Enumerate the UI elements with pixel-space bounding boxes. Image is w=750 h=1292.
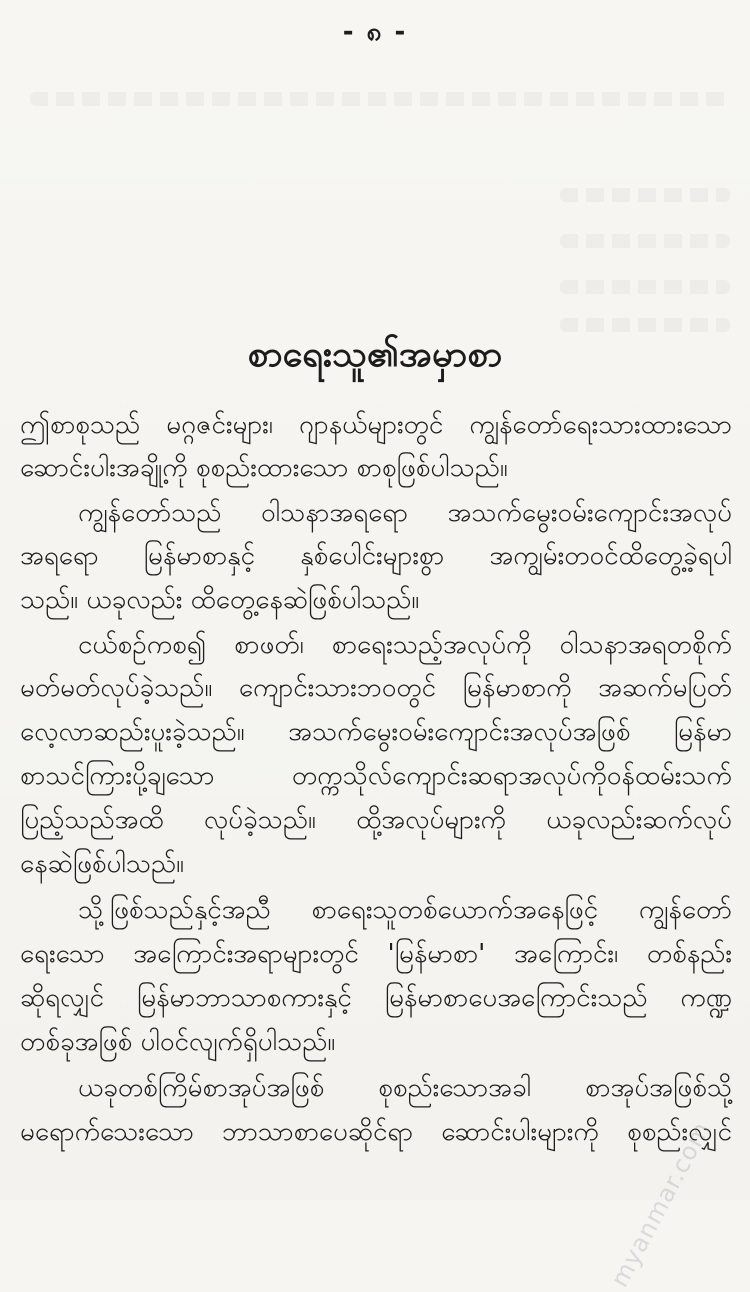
text-line: ဆောင်းပါးအချို့ကို စုစည်းထားသော စာစုဖြစ်ပါသည်။ bbox=[20, 453, 508, 483]
text-line: ငယ်စဉ်ကစ၍ စာဖတ်၊ စာရေးသည့်အလုပ်ကို ဝါသနာအရတစိုက် bbox=[78, 630, 732, 660]
page-title: စာရေးသူ၏အမှာစာ bbox=[247, 334, 503, 375]
text-line: တစ်ခုအဖြစ် ပါဝင်လျက်ရှိပါသည်။ bbox=[20, 1027, 336, 1057]
text-line: လေ့လာဆည်းပူးခဲ့သည်။ အသက်မွေးဝမ်းကျောင်းအလုပ်အဖြစ် မြန်မာ bbox=[20, 717, 732, 747]
text-line: သည်။ ယခုလည်း ထိတွေ့နေဆဲဖြစ်ပါသည်။ bbox=[20, 585, 420, 615]
text-line: ဤစာစုသည် မဂ္ဂဇင်းများ၊ ဂျာနယ်များတွင် ကျွန်တော်ရေးသားထားသော bbox=[20, 410, 732, 440]
show-through-text bbox=[560, 188, 730, 202]
text-line: ကျွန်တော်သည် ဝါသနာအရရော အသက်မွေးဝမ်းကျောင်းအလုပ် bbox=[78, 498, 732, 528]
text-line: ပြည့်သည်အထိ လုပ်ခဲ့သည်။ ထို့အလုပ်များကို ယခုလည်းဆက်လုပ် bbox=[20, 805, 732, 835]
text-line: ဆိုရလျှင် မြန်မာဘာသာစကားနှင့် မြန်မာစာပေအကြောင်းသည် ကဏ္ဍ bbox=[20, 983, 732, 1013]
text-line: မရောက်သေးသော ဘာသာစာပေဆိုင်ရာ ဆောင်းပါးများကို စုစည်းလျှင် bbox=[20, 1117, 732, 1147]
text-line: ရေးသော အကြောင်းအရာများတွင် 'မြန်မာစာ' အကြောင်း၊ တစ်နည်း bbox=[20, 939, 732, 969]
page-number: - ၈ - bbox=[342, 17, 408, 47]
text-line: စာသင်ကြားပို့ချသော တက္ကသိုလ်ကျောင်းဆရာအလုပ်ကိုဝန်ထမ်းသက် bbox=[20, 761, 732, 791]
show-through-text bbox=[560, 234, 730, 248]
text-line: အရရော မြန်မာစာနှင့် နှစ်ပေါင်းများစွာ အကျွမ်းတဝင်ထိတွေ့ခဲ့ရပါ bbox=[20, 541, 732, 571]
show-through-text bbox=[560, 280, 730, 294]
text-line: သို့ဖြစ်သည်နှင့်အညီ စာရေးသူတစ်ယောက်အနေဖြင့် ကျွန်တော် bbox=[78, 895, 732, 925]
text-line: နေဆဲဖြစ်ပါသည်။ bbox=[20, 849, 185, 879]
show-through-text bbox=[30, 92, 730, 106]
text-line: ယခုတစ်ကြိမ်စာအုပ်အဖြစ် စုစည်းသောအခါ စာအုပ်အဖြစ်သို့ bbox=[78, 1073, 732, 1103]
text-line: မတ်မတ်လုပ်ခဲ့သည်။ ကျောင်းသားဘဝတွင် မြန်မာစာကို အဆက်မပြတ် bbox=[20, 673, 732, 703]
watermark: myanmar.com bbox=[605, 1116, 716, 1292]
